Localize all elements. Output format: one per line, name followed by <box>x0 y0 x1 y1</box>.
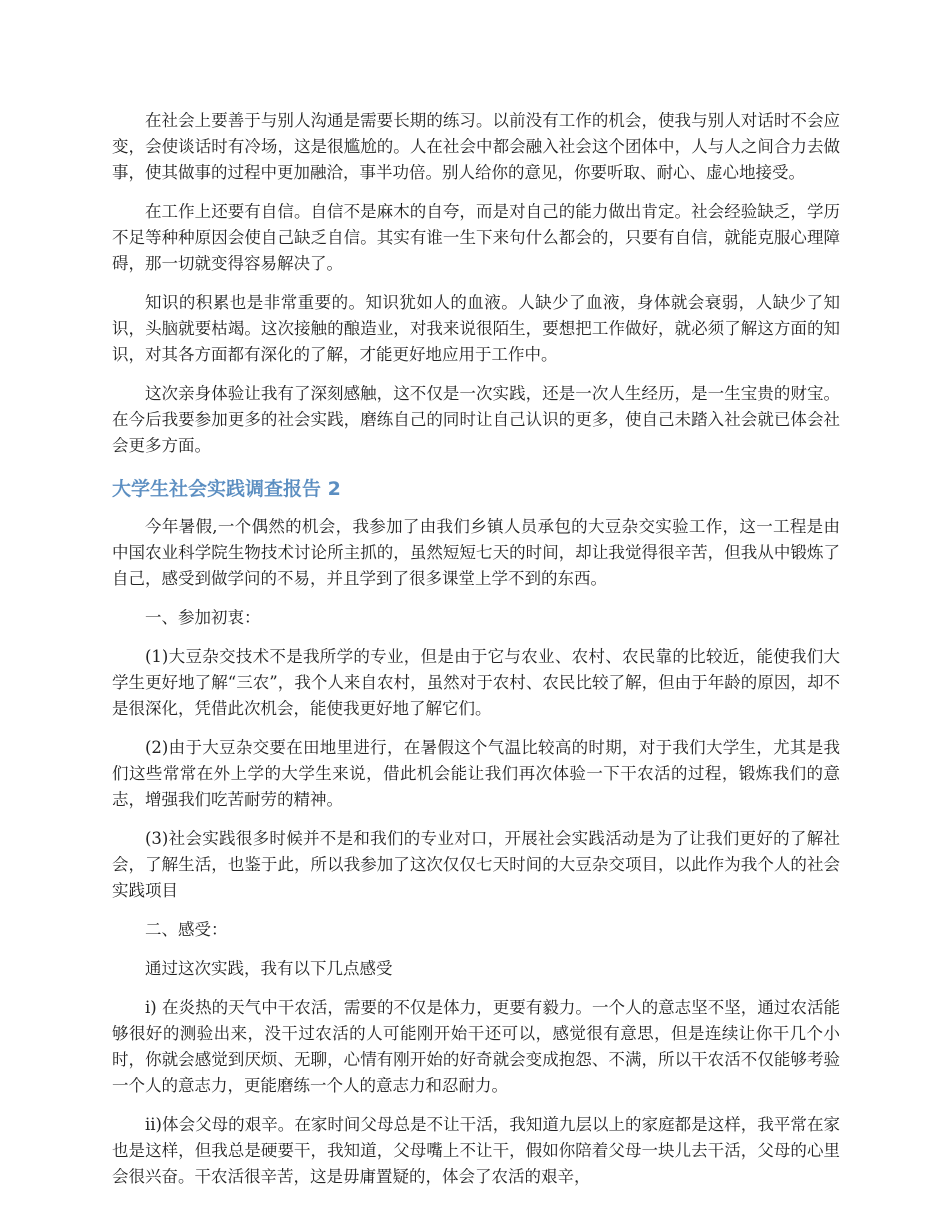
body-paragraph: 这次亲身体验让我有了深刻感触，这不仅是一次实践，还是一次人生经历，是一生宝贵的财宝。在今后我要参加更多的社会实践，磨练自己的同时让自己认识的更多，使自己未踏入社会就已体会社会更多方面。 <box>112 384 840 455</box>
body-paragraph: (2)由于大豆杂交要在田地里进行，在暑假这个气温比较高的时期，对于我们大学生，尤其是我们这些常常在外上学的大学生来说，借此机会能让我们再次体验一下干农活的过程，锻炼我们的意志，增强我们吃苦耐劳的精神。 <box>112 738 840 809</box>
body-paragraph: (1)大豆杂交技术不是我所学的专业，但是由于它与农业、农村、农民靠的比较近，能使我们大学生更好地了解“三农”，我个人来自农村，虽然对于农村、农民比较了解，但由于年龄的原因，却不是很深化，凭借此次机会，能使我更好地了解它们。 <box>112 647 840 718</box>
body-paragraph: 通过这次实践，我有以下几点感受 <box>145 959 393 978</box>
body-paragraph: ii)体会父母的艰辛。在家时间父母总是不让干活，我知道九层以上的家庭都是这样，我平常在家也是这样，但我总是硬要干，我知道，父母嘴上不让干，假如你陪着父母一块儿去干活，父母的心里会很兴奋。干农活很辛苦，这是毋庸置疑的，体会了农活的艰辛， <box>112 1115 840 1186</box>
body-paragraph: 知识的积累也是非常重要的。知识犹如人的血液。人缺少了血液，身体就会衰弱，人缺少了知识，头脑就要枯竭。这次接触的酿造业，对我来说很陌生，要想把工作做好，就必须了解这方面的知识，对其各方面都有深化的了解，才能更好地应用于工作中。 <box>112 293 840 364</box>
section-heading: 大学生社会实践调查报告 2 <box>112 478 341 500</box>
body-paragraph: (3)社会实践很多时候并不是和我们的专业对口，开展社会实践活动是为了让我们更好的了解社会，了解生活，也鉴于此，所以我参加了这次仅仅七天时间的大豆杂交项目，以此作为我个人的社会实践项目 <box>112 829 840 900</box>
document-page <box>112 108 840 1203</box>
body-paragraph: 在工作上还要有自信。自信不是麻木的自夸，而是对自己的能力做出肯定。社会经验缺乏，学历不足等种种原因会使自己缺乏自信。其实有谁一生下来句什么都会的，只要有自信，就能克服心理障碍，那一切就变得容易解决了。 <box>112 202 840 273</box>
body-paragraph: i) 在炎热的天气中干农活，需要的不仅是体力，更要有毅力。一个人的意志坚不坚，通过农活能够很好的测验出来，没干过农活的人可能刚开始干还可以，感觉很有意思，但是连续让你干几个小时，你就会感觉到厌烦、无聊，心情有刚开始的好奇就会变成抱怨、不满，所以干农活不仅能够考验一个人的意志力，更能磨练一个人的意志力和忍耐力。 <box>112 998 840 1095</box>
subsection-label: 二、感受： <box>145 920 228 939</box>
body-paragraph: 在社会上要善于与别人沟通是需要长期的练习。以前没有工作的机会，使我与别人对话时不会应变，会使谈话时有冷场，这是很尴尬的。人在社会中都会融入社会这个团体中，人与人之间合力去做事，使其做事的过程中更加融洽，事半功倍。别人给你的意见，你要听取、耐心、虚心地接受。 <box>112 111 840 182</box>
subsection-label: 一、参加初衷： <box>145 608 261 627</box>
body-paragraph: 今年暑假,一个偶然的机会，我参加了由我们乡镇人员承包的大豆杂交实验工作，这一工程是由中国农业科学院生物技术讨论所主抓的，虽然短短七天的时间，却让我觉得很辛苦，但我从中锻炼了自己，感受到做学问的不易，并且学到了很多课堂上学不到的东西。 <box>112 517 840 588</box>
